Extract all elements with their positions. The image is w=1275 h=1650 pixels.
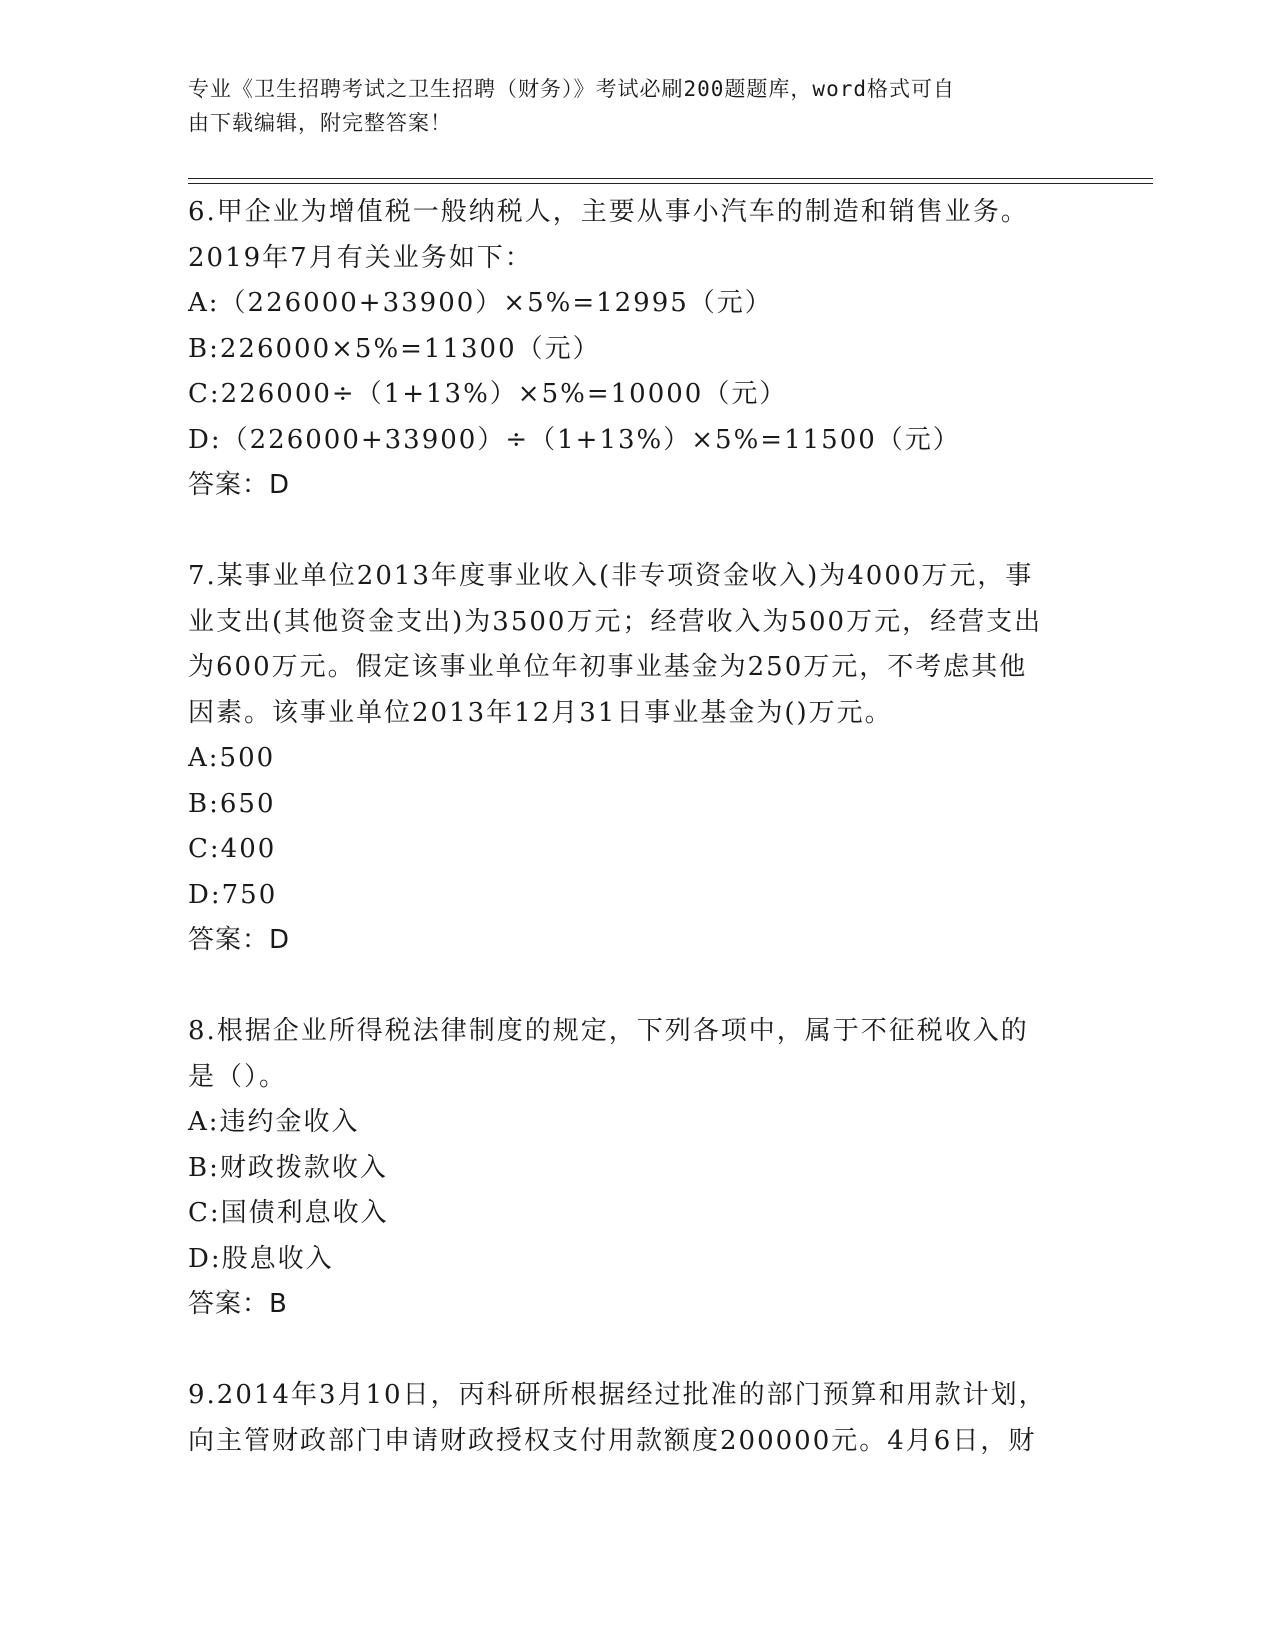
option-a: A:违约金收入 xyxy=(188,1107,360,1137)
option-d: D:（226000+33900）÷（1+13%）×5%=11500（元） xyxy=(188,424,961,455)
question-9 xyxy=(188,1373,1088,1464)
question-list xyxy=(188,190,1088,1464)
answer: 答案：D xyxy=(188,925,291,955)
question-text: 9.2014年3月10日，丙科研所根据经过批准的部门预算和用款计划， xyxy=(188,1380,1047,1410)
header-divider-bottom xyxy=(188,183,1153,184)
header-line-2: 由下载编辑，附完整答案！ xyxy=(188,111,452,135)
question-text: 因素。该事业单位2013年12月31日事业基金为()万元。 xyxy=(188,697,893,728)
question-text: 是（）。 xyxy=(188,1061,288,1092)
question-text: 为600万元。假定该事业单位年初事业基金为250万元，不考虑其他 xyxy=(188,652,1028,682)
option-b: B:财政拨款收入 xyxy=(188,1152,388,1183)
option-d: D:股息收入 xyxy=(188,1243,334,1274)
option-b: B:650 xyxy=(188,788,276,819)
document-header xyxy=(188,72,1068,140)
option-d: D:750 xyxy=(188,879,278,910)
option-c: C:226000÷（1+13%）×5%=10000（元） xyxy=(188,379,788,409)
option-c: C:400 xyxy=(188,834,277,864)
question-8 xyxy=(188,1009,1088,1328)
question-text: 向主管财政部门申请财政授权支付用款额度200000元。4月6日，财 xyxy=(188,1425,1037,1456)
header-line-1: 专业《卫生招聘考试之卫生招聘（财务）》考试必刷200题题库，word格式可自 xyxy=(188,77,955,101)
question-text: 8.根据企业所得税法律制度的规定，下列各项中，属于不征税收入的 xyxy=(188,1016,1029,1046)
answer: 答案：B xyxy=(188,1289,288,1319)
question-7 xyxy=(188,554,1088,964)
option-c: C:国债利息收入 xyxy=(188,1198,389,1228)
option-a: A:（226000+33900）×5%=12995（元） xyxy=(188,288,773,318)
option-a: A:500 xyxy=(188,743,276,773)
question-text: 业支出(其他资金支出)为3500万元；经营收入为500万元，经营支出 xyxy=(188,606,1043,637)
option-b: B:226000×5%=11300（元） xyxy=(188,333,601,364)
question-6 xyxy=(188,190,1088,509)
header-divider-top xyxy=(188,178,1153,179)
question-text: 7.某事业单位2013年度事业收入(非专项资金收入)为4000万元，事 xyxy=(188,561,1034,591)
question-text: 6.甲企业为增值税一般纳税人，主要从事小汽车的制造和销售业务。 xyxy=(188,197,1029,227)
answer: 答案：D xyxy=(188,470,291,500)
question-text: 2019年7月有关业务如下： xyxy=(188,242,533,273)
